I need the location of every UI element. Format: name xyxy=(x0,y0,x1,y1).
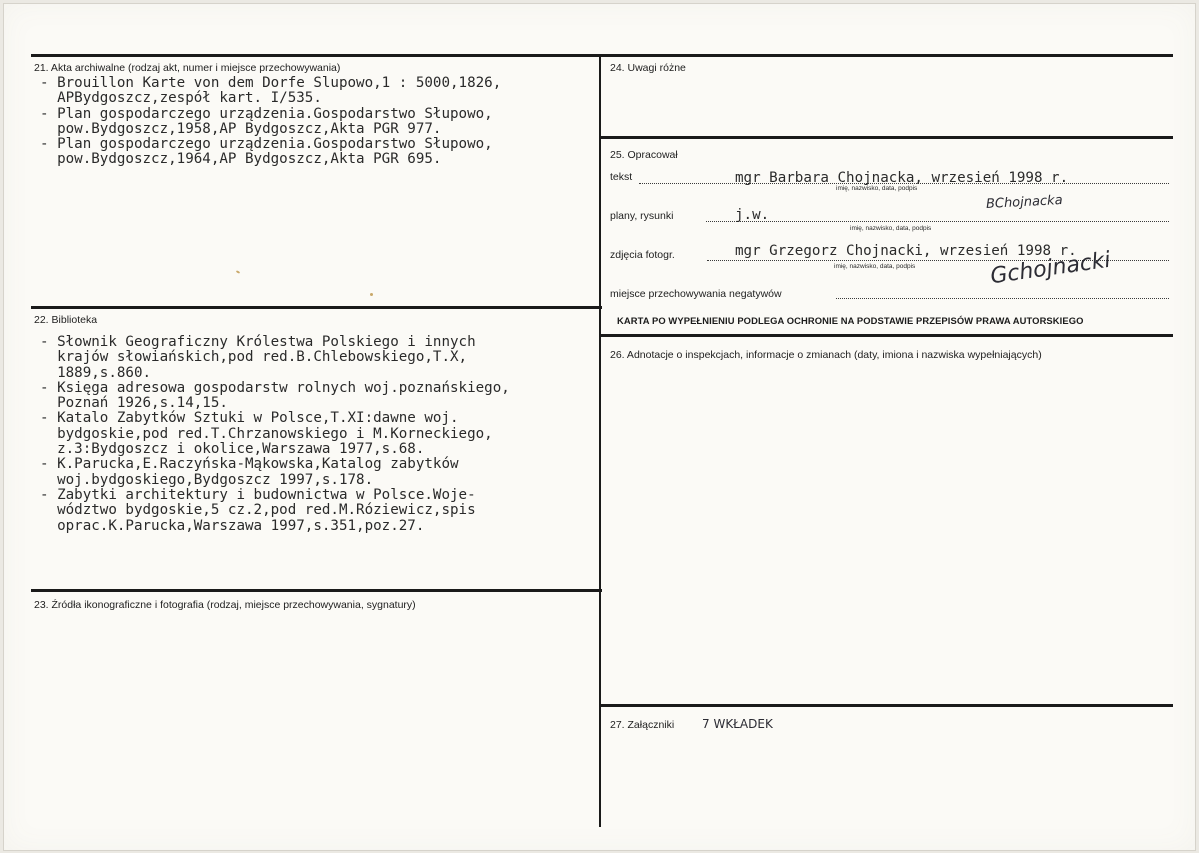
paper-speck xyxy=(236,270,240,274)
rule-top-right xyxy=(600,54,1173,57)
copyright-note: KARTA PO WYPEŁNIENIU PODLEGA OCHRONIE NA PODSTAWIE PRZEPISÓW PRAWA AUTORSKIEGO xyxy=(617,315,1084,326)
column-divider xyxy=(599,54,601,827)
record-card xyxy=(3,3,1196,851)
tekst-label: tekst xyxy=(610,171,633,183)
zdjecia-value: mgr Grzegorz Chojnacki, wrzesień 1998 r. xyxy=(735,243,1077,259)
rule-top-left xyxy=(31,54,602,57)
section-21-text: - Brouillon Karte von dem Dorfe Slupowo,1 : 5000,1826, APBydgoszcz,zespół kart. I/535. - Plan gospodarczego urządzenia.Gospodarstwo Słupowo, pow.Bydgoszcz,1958,AP Bydgoszcz,Akta PGR 977. - Plan gospodarczego urządzenia.Gospodarstwo Słupowo, pow.Bydgoszcz,1964,AP Bydgoszcz,Akta PGR 695. xyxy=(40,75,502,168)
signature-barbara: BChojnacka xyxy=(985,193,1063,212)
signature-grzegorz: Gchojnacki xyxy=(988,247,1113,290)
section-27-value: 7 WKŁADEK xyxy=(702,717,773,731)
negatywy-line xyxy=(836,298,1169,299)
tekst-caption: imię, nazwisko, data, podpis xyxy=(836,185,918,192)
negatywy-label: miejsce przechowywania negatywów xyxy=(610,288,782,300)
tekst-value: mgr Barbara Chojnacka, wrzesień 1998 r. xyxy=(735,170,1069,186)
section-22-label: 22. Biblioteka xyxy=(34,314,98,326)
rule-24-25 xyxy=(600,136,1173,139)
section-26-label: 26. Adnotacje o inspekcjach, informacje o zmianach (daty, imiona i nazwiska wypełniających) xyxy=(610,349,1042,361)
plany-value: j.w. xyxy=(735,207,770,223)
rule-22-23 xyxy=(31,589,602,592)
plany-line xyxy=(706,221,1169,222)
zdjecia-caption: imię, nazwisko, data, podpis xyxy=(834,263,916,270)
rule-21-22 xyxy=(31,306,602,309)
rule-26-27 xyxy=(600,704,1173,707)
section-21-label: 21. Akta archiwalne (rodzaj akt, numer i miejsce przechowywania) xyxy=(34,62,341,74)
section-24-label: 24. Uwagi różne xyxy=(610,62,686,74)
section-23-label: 23. Źródła ikonograficzne i fotografia (rodzaj, miejsce przechowywania, sygnatury) xyxy=(34,599,416,611)
plany-label: plany, rysunki xyxy=(610,210,674,222)
section-27-label: 27. Załączniki xyxy=(610,719,675,731)
rule-25-26 xyxy=(600,334,1173,337)
plany-caption: imię, nazwisko, data, podpis xyxy=(850,225,932,232)
section-25-label: 25. Opracował xyxy=(610,149,678,161)
paper-speck xyxy=(370,293,373,296)
section-22-text: - Słownik Geograficzny Królestwa Polskiego i innych krajów słowiańskich,pod red.B.Chlebowskiego,T.X, 1889,s.860. - Księga adresowa gospodarstw rolnych woj.poznańskiego, Poznań 1926,s.14,15. - Katalo Zabytków Sztuki w Polsce,T.XI:dawne woj. bydgoskie,pod red.T.Chrzanowskiego i M.Korneckiego, z.3:Bydgoszcz i okolice,Warszawa 1977,s.68. - K.Parucka,E.Raczyńska-Mąkowska,Katalog zabytków woj.bydgoskiego,Bydgoszcz 1997,s.178. - Zabytki architektury i budownictwa w Polsce.Woje- wództwo bydgoskie,5 cz.2,pod red.M.Róziewicz,spis oprac.K.Parucka,Warszawa 1997,s.351,poz.27. xyxy=(40,334,510,534)
zdjecia-label: zdjęcia fotogr. xyxy=(610,249,675,261)
